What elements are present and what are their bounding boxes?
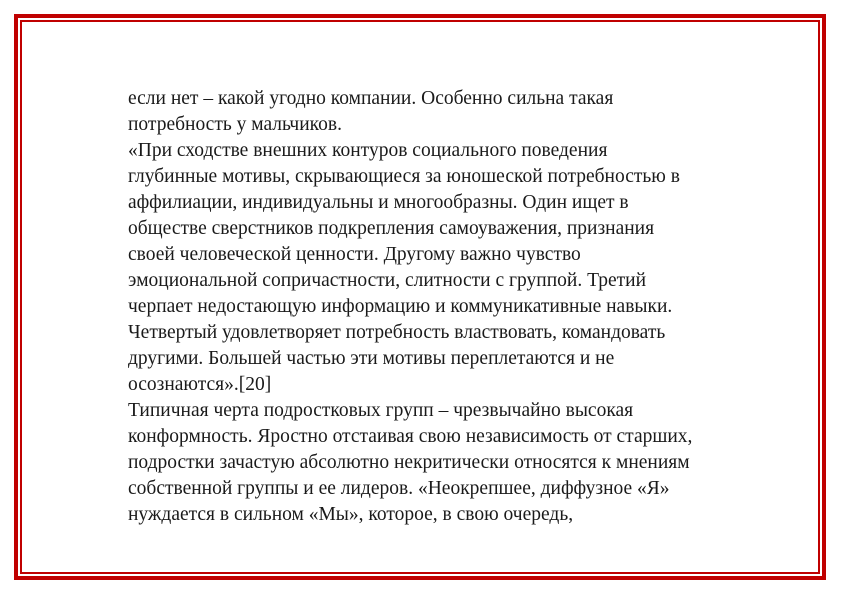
text-line: черпает недостающую информацию и коммуникативные навыки. (128, 296, 673, 317)
text-line: конформность. Яростно отстаивая свою независимость от старших, (128, 426, 693, 447)
text-line: Типичная черта подростковых групп – чрезвычайно высокая (128, 400, 634, 421)
text-line: собственной группы и ее лидеров. «Неокрепшее, диффузное «Я» (128, 478, 670, 499)
text-line: эмоциональной сопричастности, слитности с группой. Третий (128, 270, 647, 291)
text-line: потребность у мальчиков. (128, 114, 342, 135)
text-line: «При сходстве внешних контуров социального поведения (128, 140, 608, 161)
text-line: если нет – какой угодно компании. Особенно сильна такая (128, 88, 614, 109)
text-line: аффилиации, индивидуальны и многообразны. Один ищет в (128, 192, 629, 213)
text-line: Четвертый удовлетворяет потребность властвовать, командовать (128, 322, 666, 343)
text-line: обществе сверстников подкрепления самоуважения, признания (128, 218, 655, 239)
text-line: осознаются».[20] (128, 374, 272, 395)
text-line: глубинные мотивы, скрывающиеся за юношеской потребностью в (128, 166, 680, 187)
text-line: нуждается в сильном «Мы», которое, в свою очередь, (128, 504, 574, 525)
body-text (128, 86, 768, 528)
text-line: другими. Большей частью эти мотивы переплетаются и не (128, 348, 615, 369)
text-line: подростки зачастую абсолютно некритически относятся к мнениям (128, 452, 690, 473)
text-line: своей человеческой ценности. Другому важно чувство (128, 244, 581, 265)
